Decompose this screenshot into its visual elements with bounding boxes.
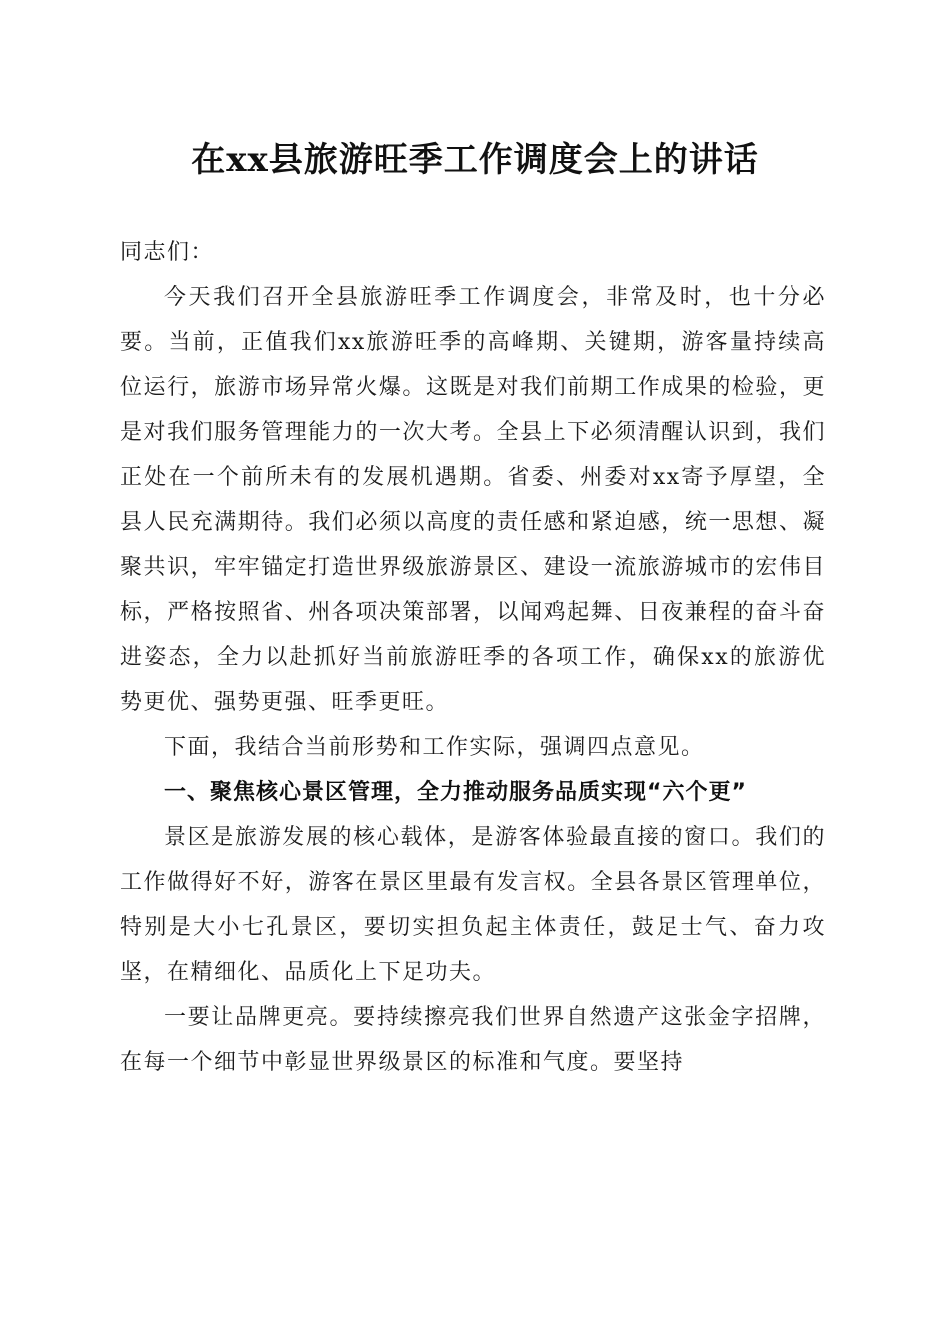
salutation: 同志们： <box>120 240 215 265</box>
paragraph-point-1: 一要让品牌更亮。要持续擦亮我们世界自然遗产这张金字招牌，在每一个细节中彰显世界级景区的标准和气度。要坚持 <box>120 1005 826 1075</box>
paragraph-opening: 今天我们召开全县旅游旺季工作调度会，非常及时，也十分必要。当前，正值我们xx旅游旺季的高峰期、关键期，游客量持续高位运行，旅游市场异常火爆。这既是对我们前期工作成果的检验，更是对我们服务管理能力的一次大考。全县上下必须清醒认识到，我们正处在一个前所未有的发展机遇期。省委、州委对xx寄予厚望，全县人民充满期待。我们必须以高度的责任感和紧迫感，统一思想、凝聚共识，牢牢锚定打造世界级旅游景区、建设一流旅游城市的宏伟目标，严格按照省、州各项决策部署，以闻鸡起舞、日夜兼程的奋斗奋进姿态，全力以赴抓好当前旅游旺季的各项工作，确保xx的旅游优势更优、强势更强、旺季更旺。 <box>120 285 826 715</box>
document-title: 在xx县旅游旺季工作调度会上的讲话 <box>191 140 759 180</box>
paragraph-section-intro: 景区是旅游发展的核心载体，是游客体验最直接的窗口。我们的工作做得好不好，游客在景区里最有发言权。全县各景区管理单位，特别是大小七孔景区，要切实担负起主体责任，鼓足士气、奋力攻坚，在精细化、品质化上下足功夫。 <box>120 825 826 985</box>
paragraph-transition: 下面，我结合当前形势和工作实际，强调四点意见。 <box>164 735 705 760</box>
section-heading-1: 一、聚焦核心景区管理，全力推动服务品质实现“六个更” <box>164 780 747 805</box>
document-body <box>120 230 826 1085</box>
